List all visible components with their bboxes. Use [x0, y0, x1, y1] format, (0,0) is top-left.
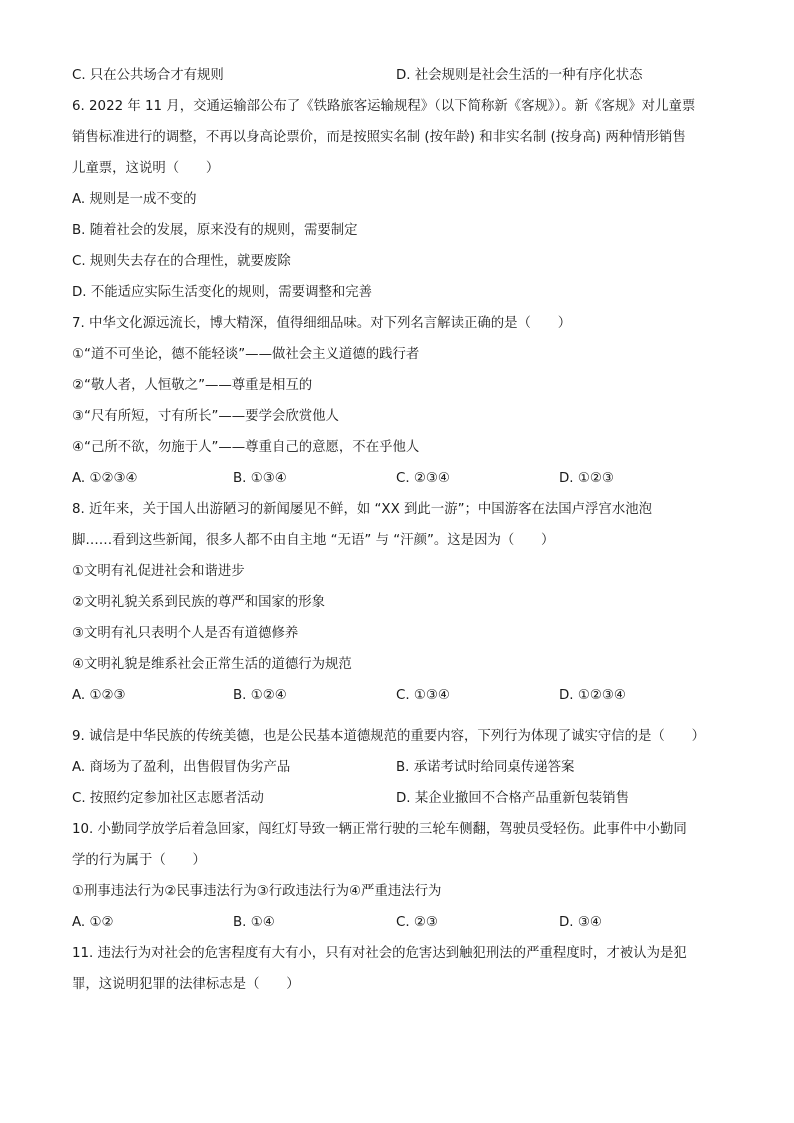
q10-stem-line-1: 10. 小勤同学放学后着急回家，闯红灯导致一辆正常行驶的三轮车侧翻，驾驶员受轻伤。此事件中小勤同 [72, 822, 687, 837]
q10-option-b: B. ①④ [233, 915, 275, 930]
q6-option-a: A. 规则是一成不变的 [72, 192, 197, 207]
q7-stem: 7. 中华文化源远流长，博大精深，值得细细品味。对下列名言解读正确的是（ ） [72, 316, 572, 331]
q8-statement-1: ①文明有礼促进社会和谐进步 [72, 564, 245, 579]
q5-options-row [72, 64, 732, 95]
q10-option-c: C. ②③ [396, 915, 438, 930]
q7-option-b: B. ①③④ [233, 471, 287, 486]
q10-option-d: D. ③④ [559, 915, 602, 930]
q8-option-b: B. ①②④ [233, 688, 287, 703]
q8-stem-line-1: 8. 近年来，关于国人出游陋习的新闻屡见不鲜，如 “XX 到此一游”；中国游客在法国卢浮宫水池泡 [72, 502, 652, 517]
q9-option-d: D. 某企业撤回不合格产品重新包装销售 [396, 791, 630, 806]
q6-option-c: C. 规则失去存在的合理性，就要废除 [72, 254, 291, 269]
q7-option-d: D. ①②③ [559, 471, 614, 486]
q6-stem-line-1: 6. 2022 年 11 月，交通运输部公布了《铁路旅客运输规程》（以下简称新《客规》）。新《客规》对儿童票 [72, 99, 696, 114]
q8-statement-3: ③文明有礼只表明个人是否有道德修养 [72, 626, 299, 641]
q7-option-c: C. ②③④ [396, 471, 450, 486]
q11-stem-line-2: 罪，这说明犯罪的法律标志是（ ） [72, 977, 300, 992]
q7-statement-2: ②“敬人者，人恒敬之”——尊重是相互的 [72, 378, 313, 393]
exam-page [72, 64, 732, 1004]
q9-options-row-1 [72, 756, 732, 787]
q8-option-c: C. ①③④ [396, 688, 450, 703]
q8-stem-line-2: 脚……看到这些新闻，很多人都不由自主地 “无语” 与 “汗颜”。这是因为（ ） [72, 533, 555, 548]
q7-statement-1: ①“道不可坐论，德不能轻谈”——做社会主义道德的践行者 [72, 347, 420, 362]
q8-statement-2: ②文明礼貌关系到民族的尊严和国家的形象 [72, 595, 326, 610]
q9-options-row-2 [72, 787, 732, 818]
q10-statements: ①刑事违法行为②民事违法行为③行政违法行为④严重违法行为 [72, 884, 442, 899]
q7-options-row [72, 467, 732, 498]
q8-option-a: A. ①②③ [72, 688, 126, 703]
q6-option-b: B. 随着社会的发展，原来没有的规则，需要制定 [72, 223, 358, 238]
q10-stem-line-2: 学的行为属于（ ） [72, 853, 206, 868]
q9-option-c: C. 按照约定参加社区志愿者活动 [72, 791, 264, 806]
q8-options-row [72, 684, 732, 715]
q8-statement-4: ④文明礼貌是维系社会正常生活的道德行为规范 [72, 657, 352, 672]
q6-stem-line-2: 销售标准进行的调整，不再以身高论票价，而是按照实名制 (按年龄) 和非实名制 (按身高) 两种情形销售 [72, 130, 686, 145]
spacer [72, 715, 732, 725]
q5-option-d: D. 社会规则是社会生活的一种有序化状态 [396, 68, 643, 83]
q7-statement-4: ④“己所不欲，勿施于人”——尊重自己的意愿，不在乎他人 [72, 440, 420, 455]
q6-stem-line-3: 儿童票，这说明（ ） [72, 161, 220, 176]
q7-option-a: A. ①②③④ [72, 471, 138, 486]
q9-option-b: B. 承诺考试时给同桌传递答案 [396, 760, 575, 775]
q9-stem: 9. 诚信是中华民族的传统美德，也是公民基本道德规范的重要内容，下列行为体现了诚实守信的是（ ） [72, 729, 705, 744]
q11-stem-line-1: 11. 违法行为对社会的危害程度有大有小，只有对社会的危害达到触犯刑法的严重程度时，才被认为是犯 [72, 946, 687, 961]
q6-option-d: D. 不能适应实际生活变化的规则，需要调整和完善 [72, 285, 373, 300]
q10-option-a: A. ①② [72, 915, 114, 930]
q10-options-row [72, 911, 732, 942]
q8-option-d: D. ①②③④ [559, 688, 626, 703]
q9-option-a: A. 商场为了盈利，出售假冒伪劣产品 [72, 760, 291, 775]
q5-option-c: C. 只在公共场合才有规则 [72, 68, 224, 83]
q7-statement-3: ③“尺有所短，寸有所长”——要学会欣赏他人 [72, 409, 339, 424]
